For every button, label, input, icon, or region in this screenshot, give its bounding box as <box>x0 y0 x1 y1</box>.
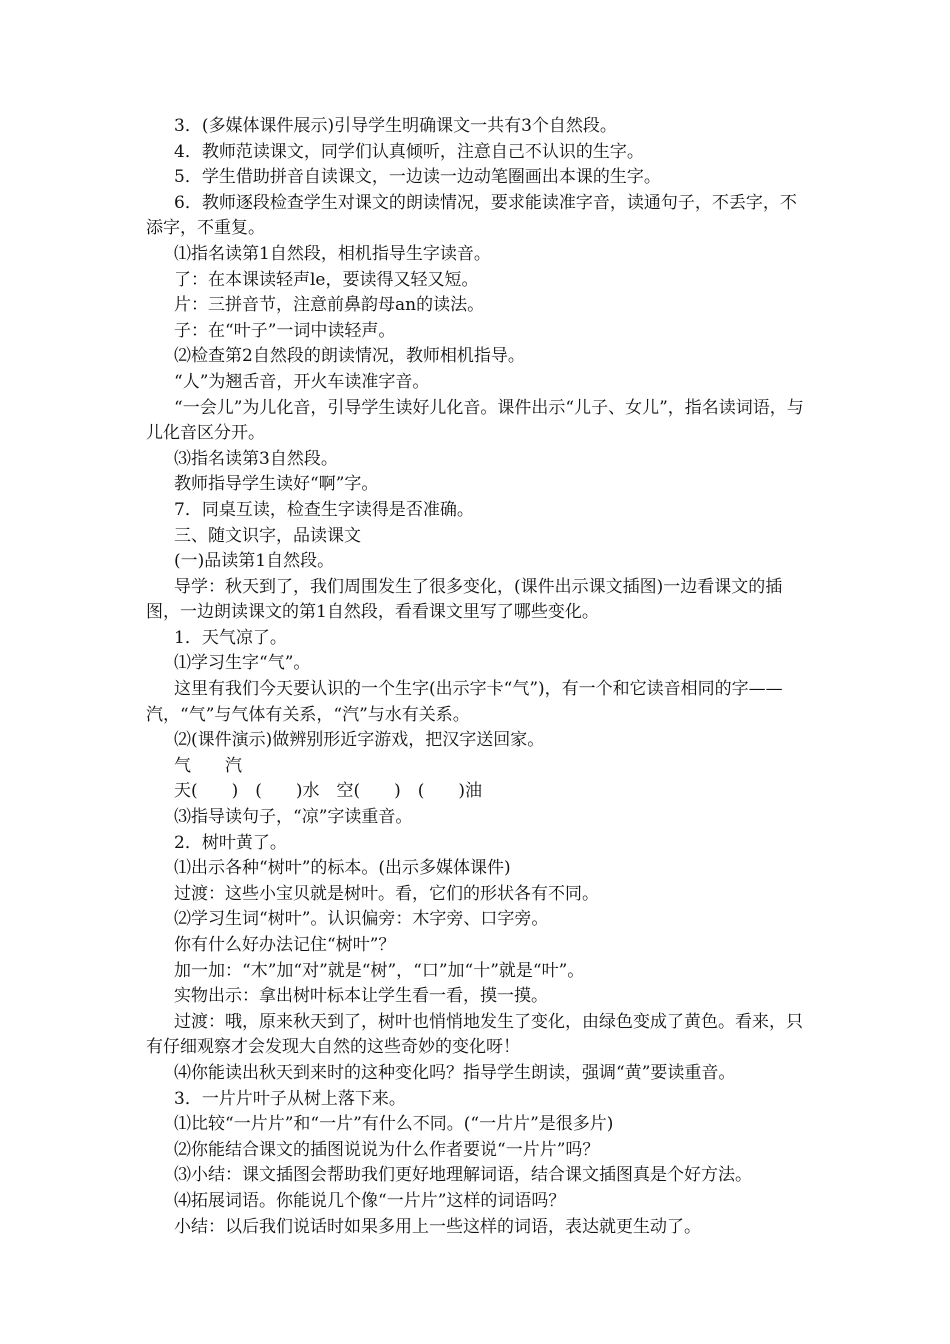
paragraph: 过渡：这些小宝贝就是树叶。看，它们的形状各有不同。 <box>174 883 599 904</box>
paragraph: ⑴指名读第1自然段，相机指导生字读音。 <box>174 243 491 264</box>
paragraph: 实物出示：拿出树叶标本让学生看一看，摸一摸。 <box>174 986 548 1007</box>
paragraph: “人”为翘舌音，开火车读准字音。 <box>174 371 430 392</box>
paragraph: 5．学生借助拼音自读课文，一边读一边动笔圈画出本课的生字。 <box>174 167 661 188</box>
paragraph: 加一加：“木”加“对”就是“树”，“口”加“十”就是“叶”。 <box>174 960 585 981</box>
paragraph: ⑷拓展词语。你能说几个像“一片片”这样的词语吗？ <box>174 1190 566 1211</box>
paragraph: 小结：以后我们说话时如果多用上一些这样的词语，表达就更生动了。 <box>174 1216 701 1237</box>
paragraph: ⑴学习生字“气”。 <box>174 653 311 674</box>
paragraph: 2．树叶黄了。 <box>174 832 287 853</box>
paragraph: ⑵学习生词“树叶”。认识偏旁：木字旁、口字旁。 <box>174 909 549 930</box>
paragraph: 过渡：哦，原来秋天到了，树叶也悄悄地发生了变化，由绿色变成了黄色。看来，只有仔细观察才会发现大自然的这些奇妙的变化呀！ <box>146 1011 803 1058</box>
paragraph: (一)品读第1自然段。 <box>174 551 335 572</box>
paragraph: ⑶小结：课文插图会帮助我们更好地理解词语，结合课文插图真是个好方法。 <box>174 1165 752 1186</box>
paragraph: 了：在本课读轻声le，要读得又轻又短。 <box>174 269 479 290</box>
paragraph: 天( ) ( )水 空( ) ( )油 <box>174 781 483 802</box>
paragraph: 教师指导学生读好“啊”字。 <box>174 474 379 495</box>
paragraph: ⑷你能读出秋天到来时的这种变化吗？指导学生朗读，强调“黄”要读重音。 <box>174 1062 736 1083</box>
paragraph: 片：三拼音节，注意前鼻韵母an的读法。 <box>174 295 485 316</box>
paragraph: ⑶指导读句子，“凉”字读重音。 <box>174 807 413 828</box>
paragraph: 子：在“叶子”一词中读轻声。 <box>174 320 396 341</box>
paragraph: ⑵你能结合课文的插图说说为什么作者要说“一片片”吗？ <box>174 1139 600 1160</box>
paragraph: 3．(多媒体课件展示)引导学生明确课文一共有3个自然段。 <box>174 116 617 136</box>
paragraph: 6．教师逐段检查学生对课文的朗读情况，要求能读准字音，读通句子，不丢字，不添字，不重复。 <box>146 192 797 239</box>
paragraph: ⑵检查第2自然段的朗读情况，教师相机指导。 <box>174 346 525 367</box>
document-body <box>146 114 810 1240</box>
paragraph: 3．一片片叶子从树上落下来。 <box>174 1088 406 1109</box>
paragraph: ⑴出示各种“树叶”的标本。(出示多媒体课件) <box>174 858 511 879</box>
paragraph: 7．同桌互读，检查生字读得是否准确。 <box>174 499 474 520</box>
paragraph: 导学：秋天到了，我们周围发生了很多变化，(课件出示课文插图)一边看课文的插图，一边朗读课文的第1自然段，看看课文里写了哪些变化。 <box>146 576 783 623</box>
paragraph: 这里有我们今天要认识的一个生字(出示字卡“气”)，有一个和它读音相同的字——汽，“气”与气体有关系，“汽”与水有关系。 <box>146 679 783 725</box>
paragraph: 4．教师范读课文，同学们认真倾听，注意自己不认识的生字。 <box>174 141 644 162</box>
paragraph: ⑴比较“一片片”和“一片”有什么不同。(“一片片”是很多片) <box>174 1114 614 1135</box>
section-heading: 三、随文识字，品读课文 <box>174 525 361 546</box>
paragraph: ⑵(课件演示)做辨别形近字游戏，把汉字送回家。 <box>174 730 545 751</box>
paragraph: “一会儿”为儿化音，引导学生读好儿化音。课件出示“儿子、女儿”，指名读词语，与儿化音区分开。 <box>146 397 804 444</box>
paragraph: 气 汽 <box>174 755 242 776</box>
paragraph: 1．天气凉了。 <box>174 627 287 648</box>
paragraph: 你有什么好办法记住“树叶”？ <box>174 935 396 955</box>
paragraph: ⑶指名读第3自然段。 <box>174 448 338 469</box>
